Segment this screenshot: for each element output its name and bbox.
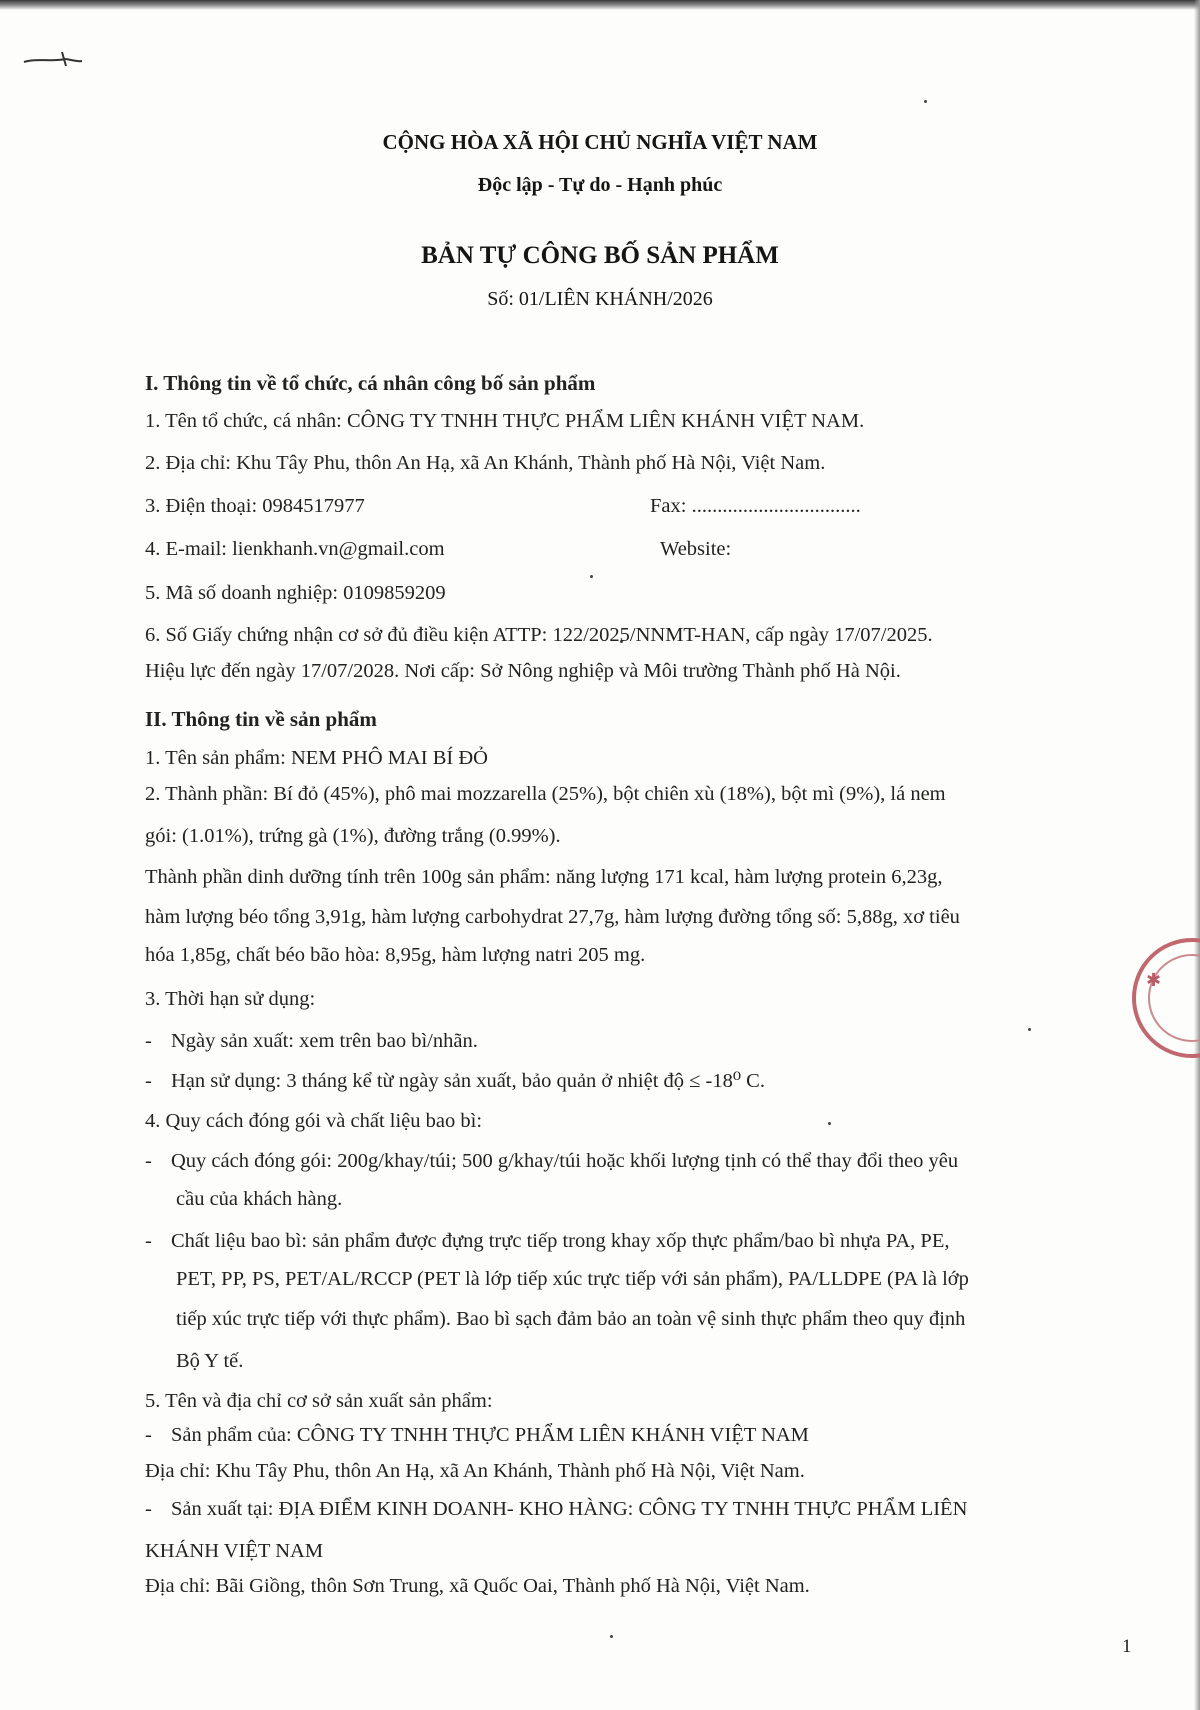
production-site-line-1: - Sản xuất tại: ĐỊA ĐIỂM KINH DOANH- KHO HÀNG: CÔNG TY TNHH THỰC PHẨM LIÊN xyxy=(145,1498,968,1520)
producer-heading: 5. Tên và địa chỉ cơ sở sản xuất sản phẩm: xyxy=(145,1390,493,1412)
packaging-material-line-3: tiếp xúc trực tiếp với thực phẩm). Bao bì sạch đảm bảo an toàn vệ sinh thực phẩm theo quy định xyxy=(176,1308,966,1330)
nutrition-line-3: hóa 1,85g, chất béo bão hòa: 8,95g, hàm lượng natri 205 mg. xyxy=(145,944,646,966)
production-site-address: Địa chỉ: Bãi Giồng, thôn Sơn Trung, xã Quốc Oai, Thành phố Hà Nội, Việt Nam. xyxy=(145,1575,810,1597)
nutrition-line-2: hàm lượng béo tổng 3,91g, hàm lượng carbohydrat 27,7g, hàm lượng đường tổng số: 5,88g, xơ tiêu xyxy=(145,906,960,928)
org-phone: 3. Điện thoại: 0984517977 xyxy=(145,495,365,517)
pen-mark xyxy=(22,48,84,70)
document-number: Số: 01/LIÊN KHÁNH/2026 xyxy=(487,288,713,310)
org-fax: Fax: ................................. xyxy=(650,495,861,517)
packing-heading: 4. Quy cách đóng gói và chất liệu bao bì: xyxy=(145,1110,483,1132)
org-website: Website: xyxy=(660,538,732,560)
section-2-heading: II. Thông tin về sản phẩm xyxy=(145,707,377,731)
product-name: 1. Tên sản phẩm: NEM PHÔ MAI BÍ ĐỎ xyxy=(145,747,488,769)
shelf-life-heading: 3. Thời hạn sử dụng: xyxy=(145,988,316,1010)
org-name: 1. Tên tổ chức, cá nhân: CÔNG TY TNHH THỰC PHẨM LIÊN KHÁNH VIỆT NAM. xyxy=(145,410,865,432)
packaging-material-line-1: - Chất liệu bao bì: sản phẩm được đựng trực tiếp trong khay xốp thực phẩm/bao bì nhựa PA, PE, xyxy=(145,1230,950,1252)
manufacture-date: - Ngày sản xuất: xem trên bao bì/nhãn. xyxy=(145,1030,478,1052)
document-title: BẢN TỰ CÔNG BỐ SẢN PHẨM xyxy=(421,242,779,269)
expiry-info: - Hạn sử dụng: 3 tháng kể từ ngày sản xuất, bảo quản ở nhiệt độ ≤ -18⁰ C. xyxy=(145,1070,765,1092)
page-number: 1 xyxy=(1122,1636,1132,1657)
org-tax-code: 5. Mã số doanh nghiệp: 0109859209 xyxy=(145,582,446,604)
country-heading: CỘNG HÒA XÃ HỘI CHỦ NGHĨA VIỆT NAM xyxy=(382,130,818,154)
packaging-material-line-2: PET, PP, PS, PET/AL/RCCP (PET là lớp tiếp xúc trực tiếp với sản phẩm), PA/LLDPE (PA là lớp xyxy=(176,1268,969,1290)
motto: Độc lập - Tự do - Hạnh phúc xyxy=(477,174,723,196)
ingredients-line-1: 2. Thành phần: Bí đỏ (45%), phô mai mozzarella (25%), bột chiên xù (18%), bột mì (9%), lá nem xyxy=(145,783,946,805)
ingredients-line-2: gói: (1.01%), trứng gà (1%), đường trắng (0.99%). xyxy=(145,825,561,847)
packing-spec-line-2: cầu của khách hàng. xyxy=(176,1188,343,1210)
production-site-line-2: KHÁNH VIỆT NAM xyxy=(145,1540,324,1562)
org-email: 4. E-mail: lienkhanh.vn@gmail.com xyxy=(145,538,445,560)
org-certificate-validity: Hiệu lực đến ngày 17/07/2028. Nơi cấp: Sở Nông nghiệp và Môi trường Thành phố Hà Nội. xyxy=(145,660,901,682)
section-1-heading: I. Thông tin về tổ chức, cá nhân công bố sản phẩm xyxy=(145,371,596,395)
producer-name: - Sản phẩm của: CÔNG TY TNHH THỰC PHẨM LIÊN KHÁNH VIỆT NAM xyxy=(145,1424,809,1446)
nutrition-line-1: Thành phần dinh dưỡng tính trên 100g sản phẩm: năng lượng 171 kcal, hàm lượng protein 6,23g, xyxy=(145,866,943,888)
scan-edge-top xyxy=(0,0,1200,10)
producer-address: Địa chỉ: Khu Tây Phu, thôn An Hạ, xã An Khánh, Thành phố Hà Nội, Việt Nam. xyxy=(145,1460,805,1482)
org-address: 2. Địa chỉ: Khu Tây Phu, thôn An Hạ, xã An Khánh, Thành phố Hà Nội, Việt Nam. xyxy=(145,452,826,474)
packing-spec-line-1: - Quy cách đóng gói: 200g/khay/túi; 500 g/khay/túi hoặc khối lượng tịnh có thể thay đổi theo yêu xyxy=(145,1150,959,1172)
org-certificate: 6. Số Giấy chứng nhận cơ sở đủ điều kiện ATTP: 122/2025/NNMT-HAN, cấp ngày 17/07/2025. xyxy=(145,624,933,646)
packaging-material-line-4: Bộ Y tế. xyxy=(176,1350,244,1372)
company-seal: ✱ xyxy=(1132,938,1200,1058)
